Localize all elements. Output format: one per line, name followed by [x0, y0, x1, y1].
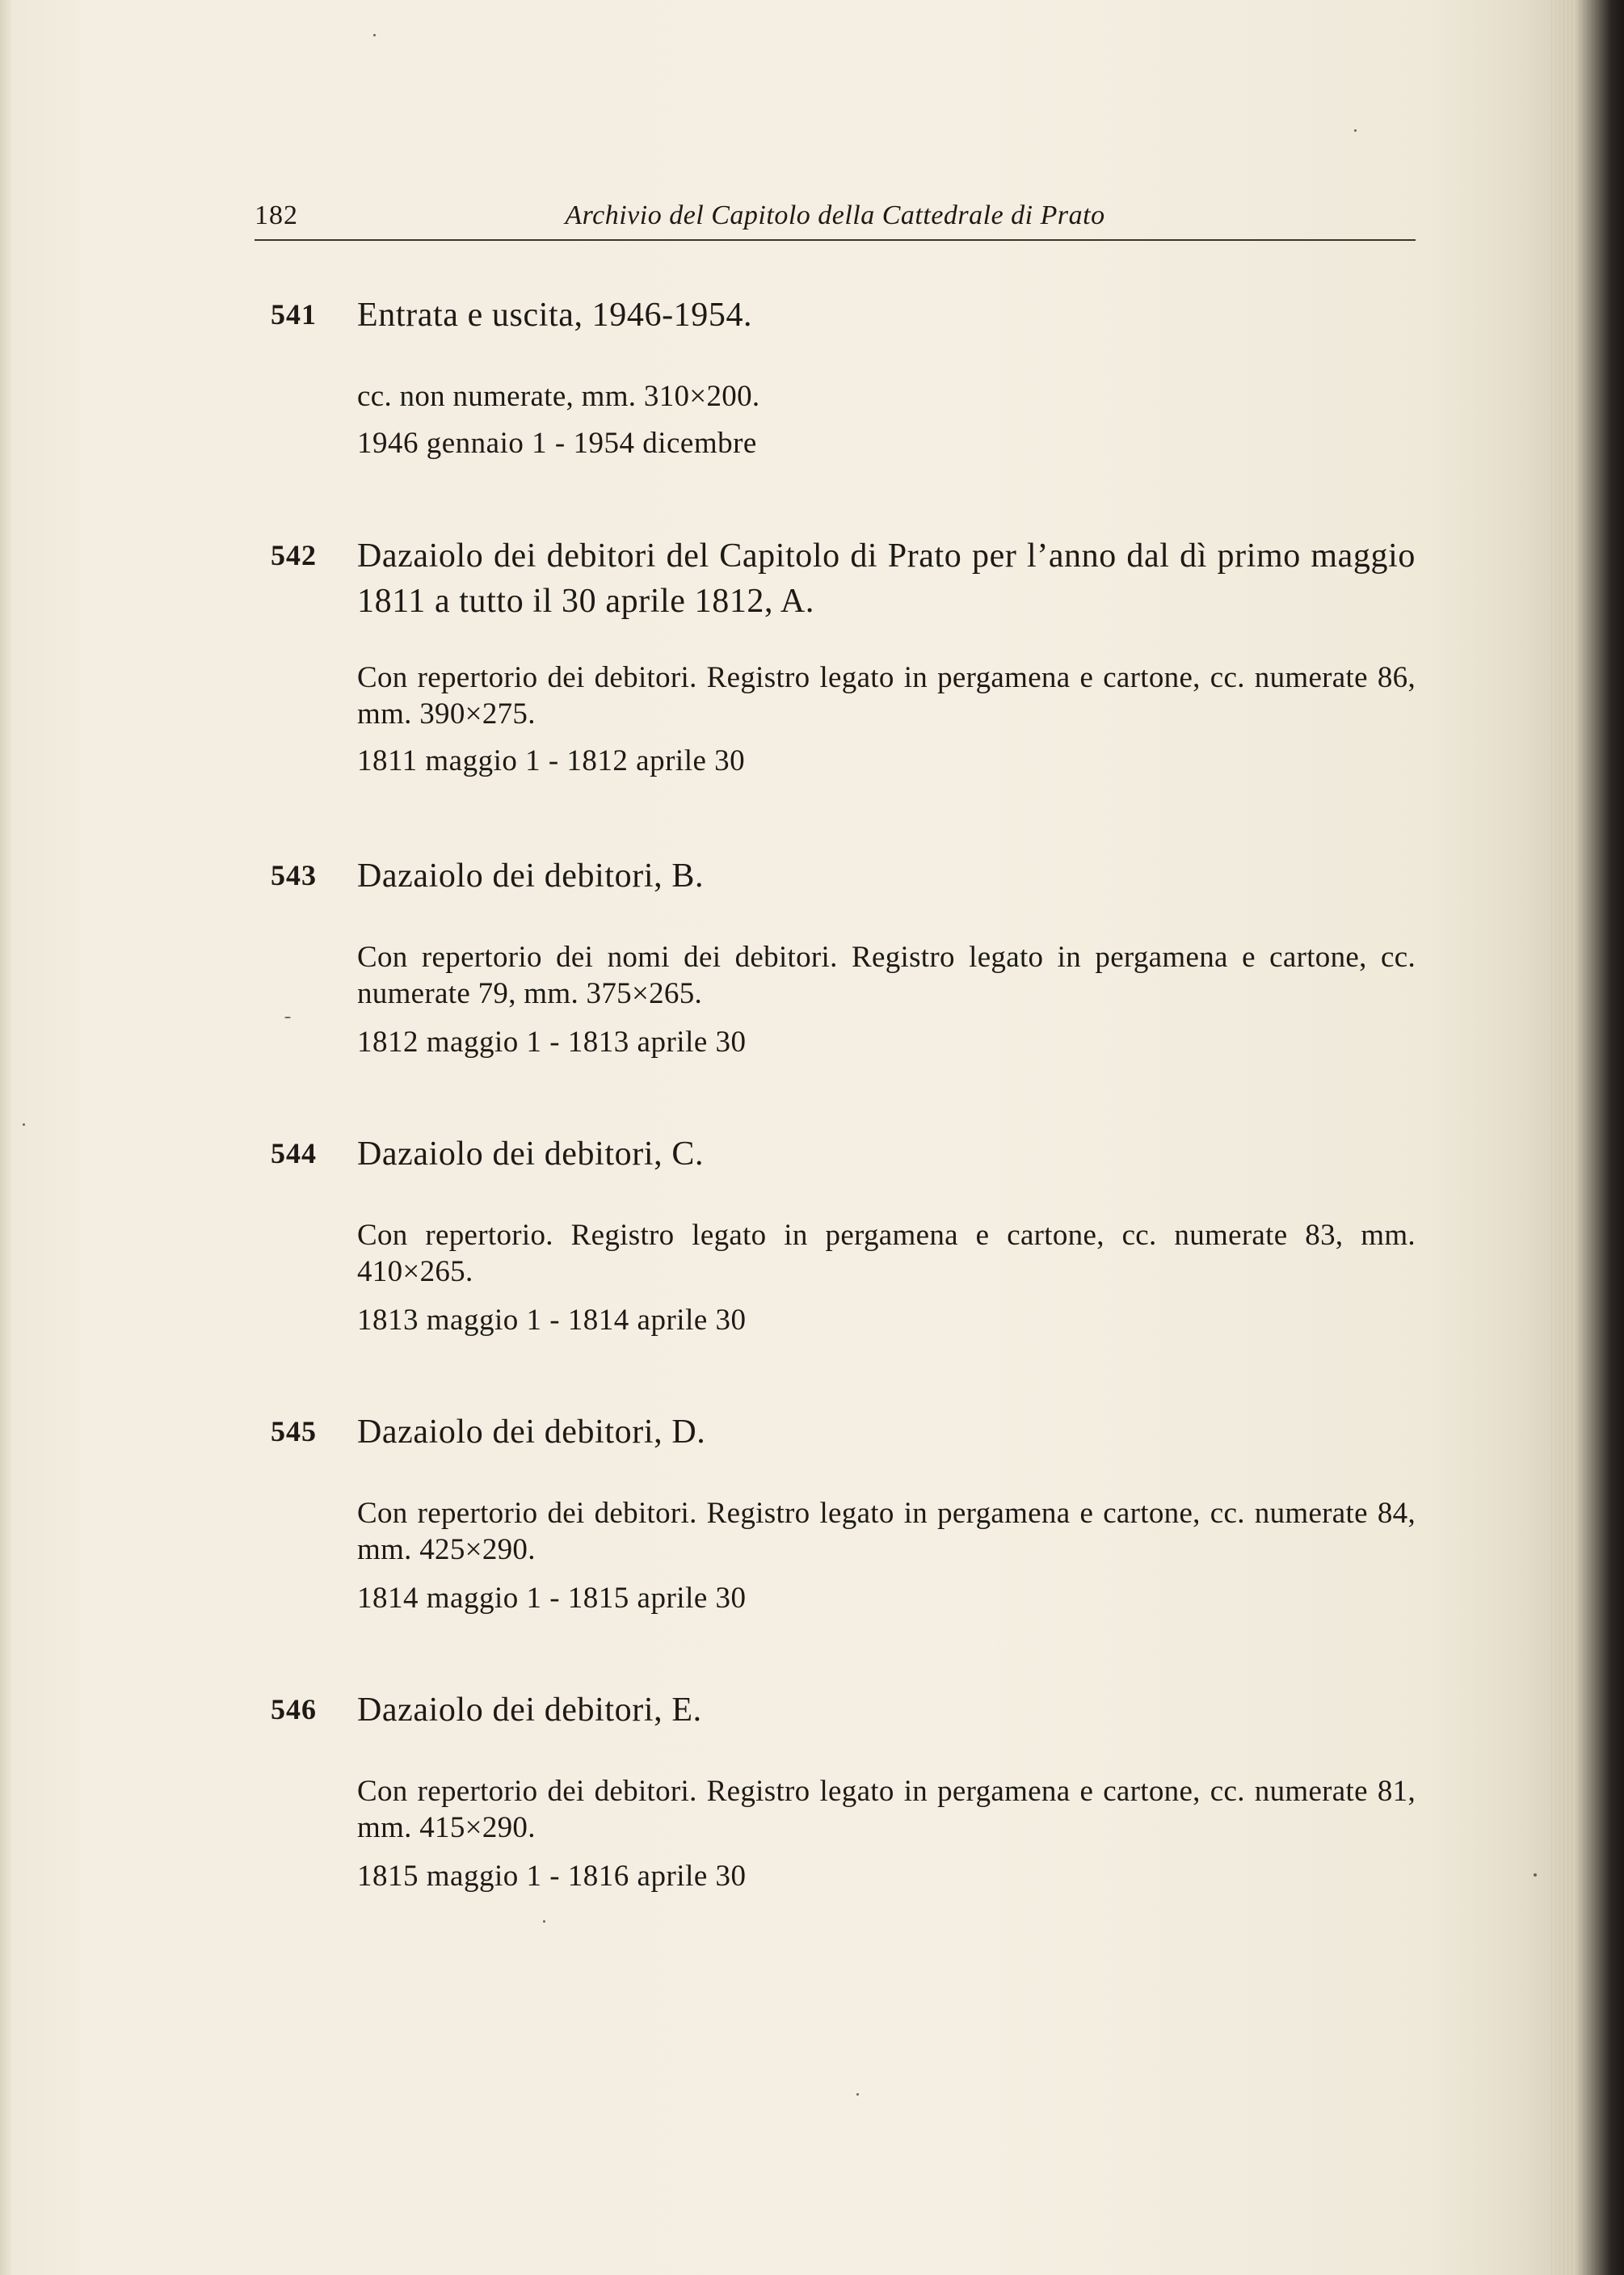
page-edge-stack [1551, 0, 1624, 2275]
entry-title: Dazaiolo dei debitori, B. [357, 857, 705, 895]
entry-dates: 1811 maggio 1 - 1812 aprile 30 [357, 744, 746, 777]
entry-description: Con repertorio dei debitori. Registro legato in pergamena e cartone, cc. numerate 84, mm. 425×290. [357, 1497, 1416, 1566]
entry-title: Entrata e uscita, 1946-1954. [357, 297, 753, 334]
entry-dates: 1812 maggio 1 - 1813 aprile 30 [357, 1026, 747, 1059]
entry-number: 546 [271, 1693, 317, 1725]
paper-speck [23, 1123, 25, 1126]
entry-title: Dazaiolo dei debitori del Capitolo di Prato per l’anno dal dì primo maggio 1811 a tutto il 30 aprile 1812, A. [357, 537, 1416, 620]
entry-number: 541 [271, 298, 317, 331]
entry-title: Dazaiolo dei debitori, E. [357, 1692, 702, 1729]
entry-description: Con repertorio dei debitori. Registro legato in pergamena e cartone, cc. numerate 81, mm. 415×290. [357, 1775, 1416, 1844]
entry-description: Con repertorio. Registro legato in pergamena e cartone, cc. numerate 83, mm. 410×265. [357, 1219, 1416, 1288]
entry-description: cc. non numerate, mm. 310×200. [357, 380, 760, 413]
paper-speck [284, 1017, 291, 1018]
page-gutter [0, 0, 11, 2275]
entry-number: 543 [271, 859, 317, 891]
running-header [255, 200, 1416, 241]
entry-dates: 1813 maggio 1 - 1814 aprile 30 [357, 1304, 747, 1337]
entry-number: 542 [271, 539, 317, 571]
entry-title: Dazaiolo dei debitori, D. [357, 1413, 706, 1451]
paper-speck [1354, 129, 1357, 132]
entry-title: Dazaiolo dei debitori, C. [357, 1135, 705, 1173]
entry-number: 545 [271, 1415, 317, 1447]
paper-speck [856, 2093, 859, 2096]
paper-speck [1534, 1873, 1537, 1877]
paper-speck [373, 34, 376, 36]
page-number: 182 [255, 200, 298, 230]
paper-speck [543, 1920, 545, 1923]
entry-number: 544 [271, 1137, 317, 1169]
entry-description: Con repertorio dei debitori. Registro legato in pergamena e cartone, cc. numerate 86, mm. 390×275. [357, 661, 1416, 731]
entry-description: Con repertorio dei nomi dei debitori. Registro legato in pergamena e cartone, cc. numerate 79, mm. 375×265. [357, 941, 1416, 1010]
running-title: Archivio del Capitolo della Cattedrale di Prato [565, 200, 1105, 230]
entry-dates: 1814 maggio 1 - 1815 aprile 30 [357, 1582, 747, 1615]
entry-dates: 1946 gennaio 1 - 1954 dicembre [357, 427, 757, 460]
entry-dates: 1815 maggio 1 - 1816 aprile 30 [357, 1860, 747, 1893]
